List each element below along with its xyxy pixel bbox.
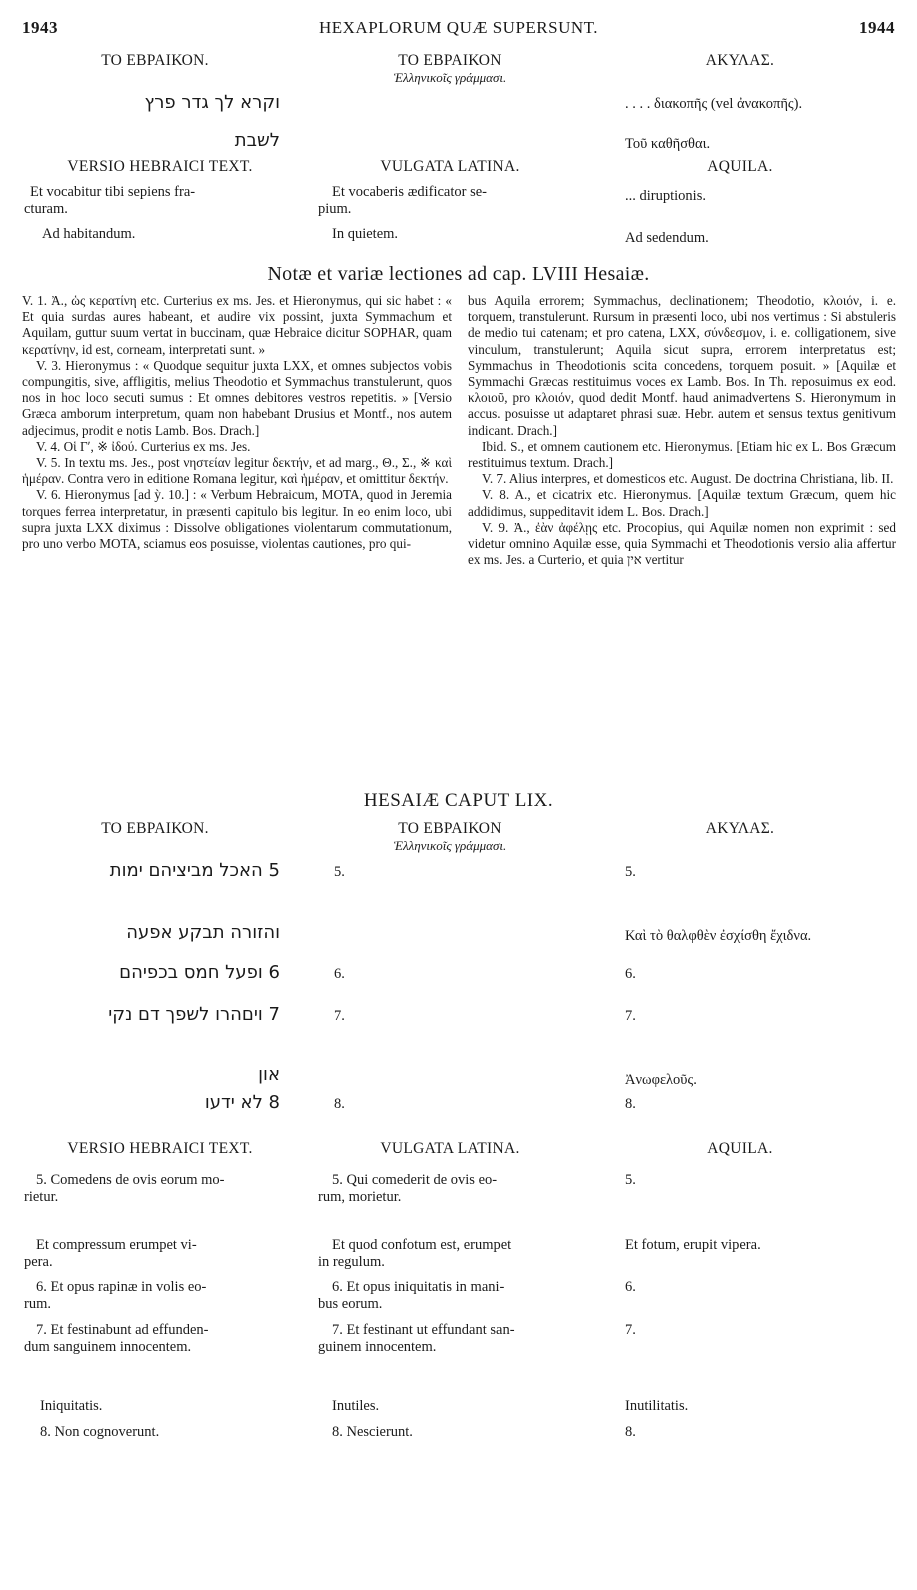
latin-line: pium.: [318, 201, 352, 217]
latin-line: In quietem.: [332, 226, 399, 242]
verse-number: 6.: [334, 966, 345, 982]
col-head-hebrew-greek: ΤΟ ΕΒΡΑΙΚΟΝ: [398, 820, 502, 837]
verse-number: 5.: [334, 864, 345, 880]
greek-line: Τοῦ καθῆσθαι.: [625, 136, 711, 152]
running-title: HEXAPLORUM QUÆ SUPERSUNT.: [318, 18, 599, 37]
col-head-hebrew: ΤΟ ΕΒΡΑΙΚΟΝ.: [101, 820, 209, 837]
page-number-right: 1944: [859, 18, 895, 37]
latin-line: Et vocaberis ædificator se-: [332, 184, 488, 200]
latin-line: Iniquitatis.: [40, 1398, 103, 1414]
latin-line: Ad habitandum.: [42, 226, 136, 242]
col-head-aquila: ΑΚΥΛΑΣ.: [705, 52, 775, 69]
note-paragraph: bus Aquila errorem; Symmachus, declinationem; Theodotio, κλοιόν, i. e. torquem, transtulerunt. Rursum in præsenti loco, ubi nos vertimus : Si abstuleris de medio tui catenam; et pro catena, LXX, σύνδεσμον, i. e. colligationem, sive vinculum, transtulerunt; Aquila sicut supra, errorem interpretatus est; Symmachus in Theodotionis scita concedens, torquem posuit. » [Aquilæ et Symmachi Græcas restituimus voces ex Lamb. Bos. In Th. reposuimus ex eod. κλοιοῦ, pro κλοιόν, quod dedit Montf. haud animadvertens S. Hieronymum in accus. posuisse ut adaptaret phrasi suæ. Hebr. autem et sensus textus genitivum indicant. Drach.]: [468, 293, 896, 438]
latin-line: bus eorum.: [318, 1296, 383, 1312]
col-head-aquila: ΑΚΥΛΑΣ.: [705, 820, 775, 837]
latin-line: 7.: [625, 1322, 636, 1338]
greek-line: 8.: [625, 1096, 636, 1112]
chapter-title: HESAIÆ CAPUT LIX.: [363, 790, 554, 811]
latin-line: ... diruptionis.: [625, 188, 706, 204]
latin-head-vulgate: VULGATA LATINA.: [380, 158, 520, 175]
verse-number: 7.: [334, 1008, 345, 1024]
latin-line: 5. Comedens de ovis eorum mo-: [36, 1172, 225, 1188]
note-paragraph: V. 1. Ἀ., ὡς κερατίνη etc. Curterius ex ms. Jes. et Hieronymus, qui sic habet : « Et quia surdas aures habeant, et audire vix possint, juxta Symmachum et Aquilam, guttur suum vertat in buccinam, quæ Hebraice dicitur SOPHAR, quam κερατίνην, id est, corneam, interpretati sunt. »: [22, 293, 452, 357]
latin-line: 8. Non cognoverunt.: [40, 1424, 160, 1440]
latin-head-vulgate: VULGATA LATINA.: [380, 1140, 520, 1157]
note-paragraph: V. 6. Hieronymus [ad ỳ. 10.] : « Verbum Hebraicum, MOTA, quod in Jeremia torques ferrea interpretatur, in præsenti capitulo bis legitur. In eo enim loco, ubi supra juxta LXX diximus : Dissolve obligationes violentarum commutationum, pro uno verbo MOTA, sciamus eos posuisse, violentas cautiones, pro qui-: [22, 487, 452, 552]
latin-head-version: VERSIO HEBRAICI TEXT.: [67, 158, 253, 175]
latin-line: Ad sedendum.: [625, 230, 709, 246]
latin-line: rum.: [24, 1296, 51, 1312]
latin-line: dum sanguinem innocentem.: [24, 1339, 192, 1355]
greek-line: 6.: [625, 966, 636, 982]
greek-line: 5.: [625, 864, 636, 880]
latin-line: guinem innocentem.: [318, 1339, 437, 1355]
latin-line: Inutilitatis.: [625, 1398, 689, 1414]
hebrew-line: 8 לא ידעו: [204, 1092, 280, 1113]
latin-line: 6. Et opus rapinæ in volis eo-: [36, 1279, 207, 1295]
latin-line: Et quod confotum est, erumpet: [332, 1237, 512, 1253]
hebrew-line: 6 ופעל חמס בכפיהם: [119, 962, 280, 983]
greek-line: . . . . διακοπῆς (vel ἀνακοπῆς).: [625, 96, 803, 112]
latin-line: rietur.: [24, 1189, 59, 1205]
latin-line: cturam.: [24, 201, 68, 217]
col-head-hebrew: ΤΟ ΕΒΡΑΙΚΟΝ.: [101, 52, 209, 69]
note-paragraph: V. 7. Alius interpres, et domesticos etc. August. De doctrina Christiana, lib. II.: [482, 471, 894, 487]
latin-line: in regulum.: [318, 1254, 385, 1270]
notes-title: Notæ et variæ lectiones ad cap. LVIII Hesaiæ.: [267, 263, 650, 285]
notes-right-column: [468, 293, 896, 568]
greek-line: 7.: [625, 1008, 636, 1024]
latin-line: 7. Et festinabunt ad effunden-: [36, 1322, 209, 1338]
note-paragraph: V. 3. Hieronymus : « Quodque sequitur juxta LXX, et omnes subjectos vobis compungitis, sive, affligitis, melius Theodotio et Symmachus transtulerunt, quos nos in hoc loco secuti sumus : Et omnes debitores vestros repetitis. » [Versio Græca amborum interpretum, quam non habebant Drusius et Montf., nos autem adjecimus, prodit e notis Lamb. Bos. Drach.]: [22, 357, 452, 438]
latin-line: Et fotum, erupit vipera.: [625, 1237, 761, 1253]
greek-line: Καὶ τὸ θαλφθὲν ἐσχίσθη ἔχιδνα.: [625, 928, 812, 944]
note-paragraph: V. 9. Ἀ., ἐὰν ἀφέλῃς etc. Procopius, qui Aquilæ nomen non exprimit : sed videtur omnino Aquilæ esse, quia Symmachi et Theodotionis versio alia affertur ex ms. Jes. a Curterio, et quia אין vertitur: [468, 519, 896, 568]
latin-line: Inutiles.: [332, 1398, 380, 1414]
latin-line: 8. Nescierunt.: [332, 1424, 413, 1440]
note-paragraph: V. 8. A., et cicatrix etc. Hieronymus. [Aquilæ textum Græcum, quem hic addidimus, suppeditavit idem L. Bos. Drach.]: [468, 487, 896, 519]
latin-line: Et compressum erumpet vi-: [36, 1237, 197, 1253]
hebrew-line: וקרא לך גדר פרץ: [144, 92, 280, 113]
note-paragraph: Ibid. S., et omnem cautionem etc. Hieronymus. [Etiam hic ex L. Bos Græcum restituimus textum. Drach.]: [468, 438, 896, 471]
latin-head-aquila: AQUILA.: [707, 158, 773, 175]
notes-left-column: [22, 293, 452, 552]
latin-head-aquila: AQUILA.: [707, 1140, 773, 1157]
hebrew-line: לשבת: [234, 130, 280, 151]
col-head-hebrew-greek: ΤΟ ΕΒΡΑΙΚΟΝ: [398, 52, 502, 69]
latin-line: 5.: [625, 1172, 636, 1188]
hebrew-line: און: [258, 1064, 280, 1085]
latin-line: 7. Et festinant ut effundant san-: [332, 1322, 515, 1338]
latin-line: Et vocabitur tibi sepiens fra-: [30, 184, 196, 200]
page-number-left: 1943: [22, 18, 58, 37]
hebrew-line: 7 ויםהרו לשפך דם נקי: [108, 1004, 280, 1025]
latin-line: 6.: [625, 1279, 636, 1295]
greek-line: Ἀνωφελοῦς.: [625, 1072, 697, 1088]
hebrew-line: 5 האכל מביציהם ימות: [109, 860, 280, 881]
latin-line: 5. Qui comederit de ovis eo-: [332, 1172, 498, 1188]
hebrew-line: והזורה תבקע אפעה: [126, 922, 280, 943]
latin-line: rum, morietur.: [318, 1189, 402, 1205]
latin-line: pera.: [24, 1254, 53, 1270]
note-paragraph: V. 4. Οἱ Γʹ, ※ ἰδού. Curterius ex ms. Jes.: [36, 438, 251, 454]
latin-head-version: VERSIO HEBRAICI TEXT.: [67, 1140, 253, 1157]
latin-line: 8.: [625, 1424, 636, 1440]
col-subhead-greek-letters: Ἑλληνικοῖς γράμμασι.: [393, 70, 507, 85]
latin-line: 6. Et opus iniquitatis in mani-: [332, 1279, 505, 1295]
verse-number: 8.: [334, 1096, 345, 1112]
col-subhead-greek-letters: Ἑλληνικοῖς γράμμασι.: [393, 838, 507, 853]
note-paragraph: V. 5. In textu ms. Jes., post νηστείαν legitur δεκτήν, et ad marg., Θ., Σ., ※ καὶ ἡμέραν. Contra vero in editione Romana legitur, καὶ ἡμέραν, et omittitur δεκτήν.: [22, 455, 452, 487]
